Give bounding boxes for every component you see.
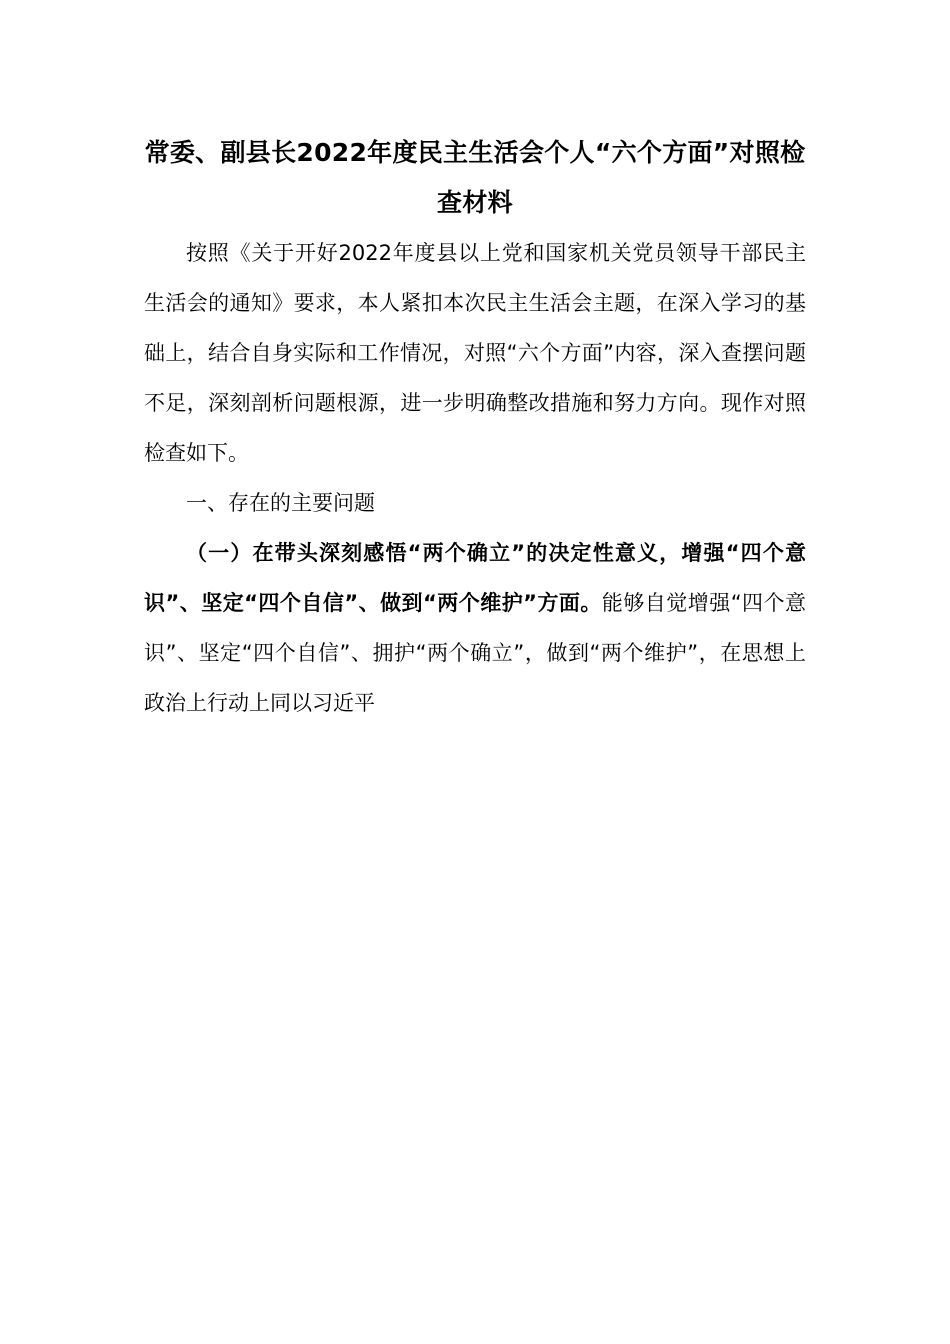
intro-paragraph: 按照《关于开好2022年度县以上党和国家机关党员领导干部民主生活会的通知》要求，本人紧扣本次民主生活会主题，在深入学习的基础上，结合自身实际和工作情况，对照“六个方面”内容，深入查摆问题不足，深刻剖析问题根源，进一步明确整改措施和努力方向。现作对照检查如下。 <box>144 241 806 465</box>
subsection-heading: （一）在带头深刻感悟“两个确立”的决定性意义，增强“四个意识”、坚定“四个自信”、做到“两个维护”方面。 <box>144 541 806 615</box>
section-heading: 一、存在的主要问题 <box>186 491 375 515</box>
subsection-body: 能够自觉增强“四个意识”、坚定“四个自信”、拥护“两个确立”，做到“两个维护”，在思想上政治上行动上同以习近平 <box>144 591 806 715</box>
document-page <box>144 128 806 728</box>
subsection-paragraph <box>144 528 806 728</box>
document-title: 常委、副县长2022年度民主生活会个人“六个方面”对照检查材料 <box>144 138 806 217</box>
